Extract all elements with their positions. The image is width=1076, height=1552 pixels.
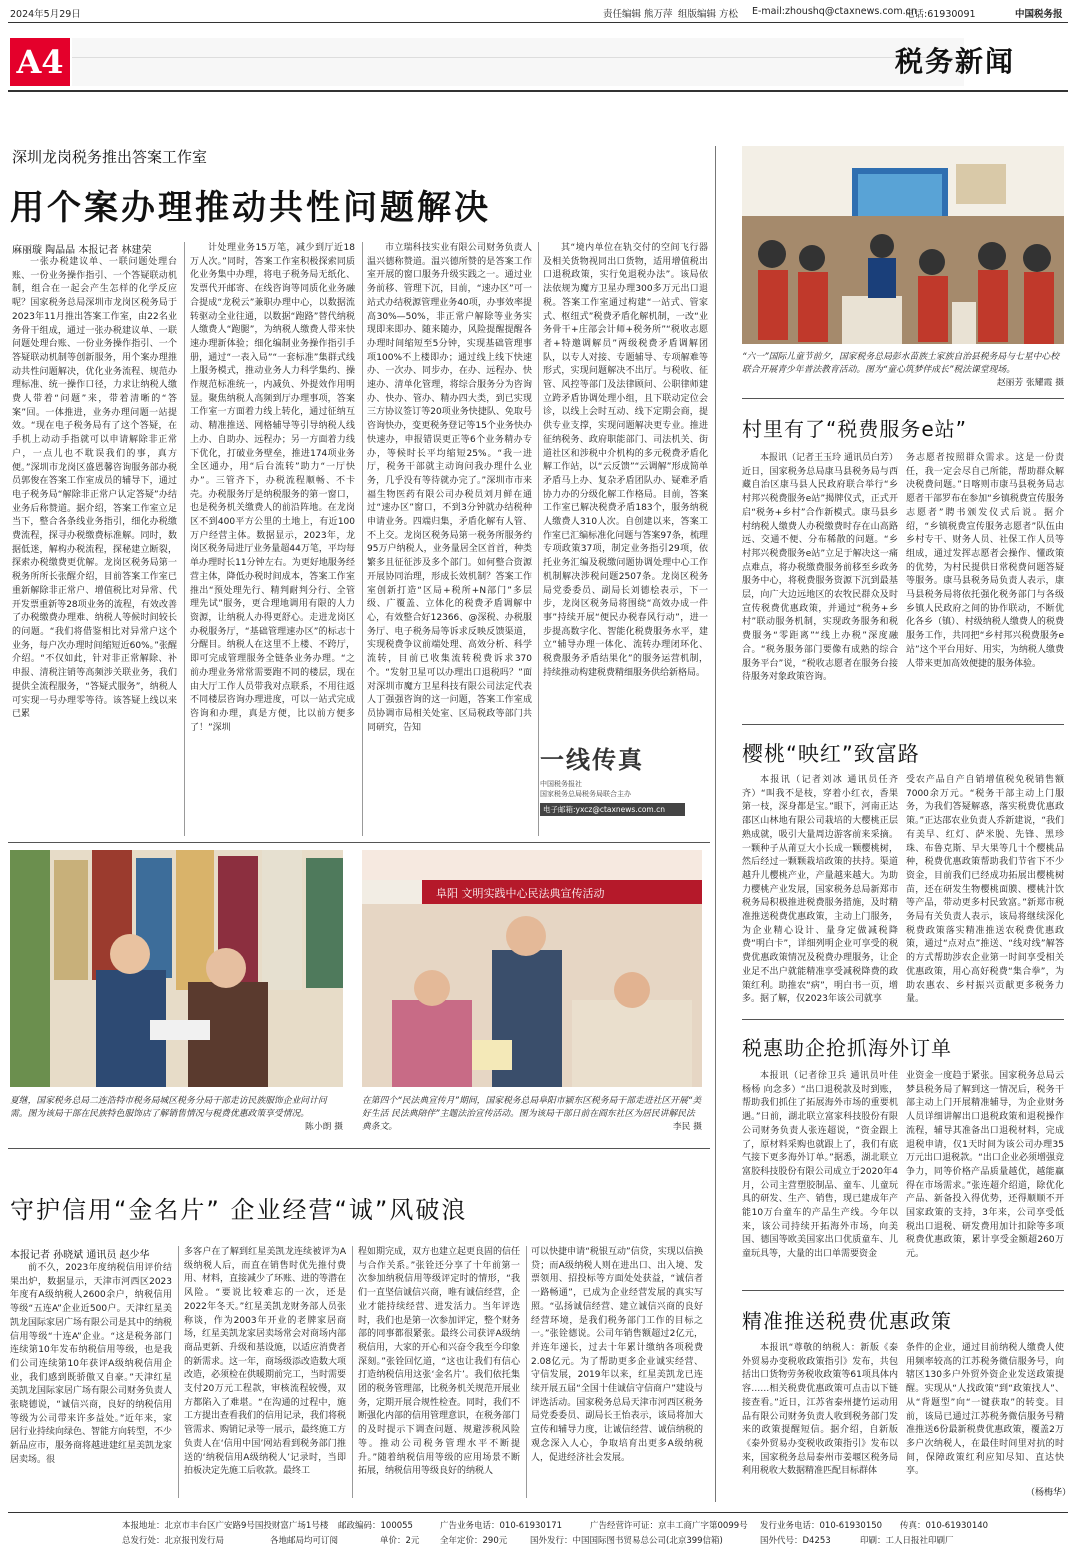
page-number-badge: A4 <box>10 38 70 86</box>
editor-phone: 电话:61930091 <box>905 9 976 20</box>
tax-incentive-column-2: 业资金一度趋于紧张。国家税务总局云梦县税务局了解到这一情况后，税务干部主动上门开展精准辅导，为企业财务人员详细讲解出口退税政策和退税操作流程，辅导其准备出口退税材料，完成退税申请，仅1天时间为该公司办理35万元出口退税款。“出口企业必须增强竞争力，同等价格产品质量越优，越能赢得在市场需求。”张连超介绍道，除优化产品、新备投入得优势，还得顺顺不开国家政策的支持，3年来，公司享受低税出口退税、研发费用加计扣除等多项税费优惠政策，累计享受金额超260万元。 <box>906 1071 1064 1260</box>
footer-dist-phone: 发行业务电话：010-61930150 <box>760 1521 883 1531</box>
costume-shop-caption: 夏继，国家税务总局二连浩特市税务局城区税务分局干部走访民族服饰企业问计问需。图为该局干部在民族特色服饰店了解销售情况与税费优惠政策享受情况。 陈小朗 摄 <box>10 1096 343 1132</box>
editor-credit: 责任编辑 熊万萍 <box>603 9 673 20</box>
issue-date: 2024年5月29日 <box>10 9 81 20</box>
footer-ad-phone: 广告业务电话：010-61930171 <box>440 1521 563 1531</box>
credit-story-headline: 守护信用“金名片” 企业经营“诚”风破浪 <box>10 1196 468 1224</box>
credit-story-column-1: 前不久，2023年度纳税信用评价结果出炉，数据显示，天津市河西区2023年度有A级纳税人2600余户，纳税信用等级“五连A”企业近500户。天津红星美凯龙国际家居广场有限公司是其中的纳税信用等级“十连A”企业。“这是税务部门连续第10年发布纳税信用等级，也是我们公司连续第10年获评A级纳税信用企业，我们感到既骄傲又自豪。”天津红星美凯龙国际家居广场有限公司财务负责人张晓德说，“诚信兴商，良好的纳税信用等级为公司带来许多益处。”近年来，家居行业持续向绿色、智能方向转型，不少新品应市，服务商将越进建红星美凯龙家居卖场。很 <box>10 1263 173 1465</box>
precise-credit: （杨梅华） <box>1026 1488 1072 1498</box>
footer-overseas: 国外发行：中国国际图书贸易总公司(北京399信箱) <box>530 1536 723 1546</box>
lead-headline: 用个案办理推动共性问题解决 <box>10 188 491 228</box>
classroom-photo-image <box>742 146 1064 344</box>
costume-shop-photo <box>10 850 343 1087</box>
e-station-headline: 村里有了“税费服务e站” <box>742 417 968 441</box>
editor-email: E-mail:zhoushq@ctaxnews.com.cn <box>752 6 917 17</box>
layout-editor-credit: 组版编辑 方松 <box>678 9 739 20</box>
tax-incentive-column-1: 本报讯（记者徐卫兵 通讯员叶佳 杨杨 向念多）“出口退税款及时到账，帮助我们抓住了拓展海外市场的重要机遇。”日前，湖北联立富家科技股份有限公司财务负责人张连超说，“资金跟上了，原材料采购也就跟上了，我们有底气接下更多海外订单。”据悉，湖北联立富胶科技股份有限公司成立于2020年4月，公司主营塑胶制品、童车、儿童玩具的研发、生产、销售，现已建成年产能10万台童车的产品生产线。今年以来，该公司持续开拓海外市场，向美国、德国等欧美国家出口优质童车、儿童玩具等，大量的出口单需要资金 <box>742 1071 898 1260</box>
credit-story-column-3: 程如期完成，双方也建立起更良固的信任与合作关系。”张铨还分享了十年前第一次参加纳税信用等级评定时的情形，“我们一直坚信诚信兴商，唯有诚信经营，企业才能持续经营、进发活力。当年评选时，我们也是第一次参加评定，整个财务部的同事都很紧张。最终公司获评A级纳税信用，大家的开心和兴奋令我至今印象深刻。”张铨回忆道，“这也让我们有信心打造纳税信用这张‘金名片’。我们依托集团的税务管理部，比税务机关规范开展业务，定期开展合规性检查。同时，我们不断强化内部的信用管理意识，在税务部门的及时提示下调查问题、规避涉税风险等。推动公司税务管理水平不断提升。”随着纳税信用等级的应用场景不断拓展，纳税信用等级良好的纳税人 <box>358 1247 521 1477</box>
masthead-bar <box>0 0 1076 22</box>
footer-address: 本报地址：北京市丰台区广安路9号国投财富广场1号楼 <box>122 1521 329 1531</box>
header-band <box>72 38 964 86</box>
footer-printer: 印刷：工人日报社印刷厂 <box>860 1536 954 1546</box>
footer-fax: 传真：010-61930140 <box>900 1521 989 1531</box>
costume-shop-photo-image <box>10 850 343 1087</box>
footer <box>0 1515 1076 1551</box>
precise-headline: 精准推送税费优惠政策 <box>742 1309 952 1333</box>
footer-annual-price: 全年定价：290元 <box>440 1536 508 1546</box>
lead-byline: 麻丽璇 陶晶晶 本报记者 林建荣 <box>12 245 152 256</box>
cherry-column-2: 受农产品自产自销增值税免税销售额7000余万元。“税务干部主动上门服务，为我们答疑解惑，落实税费优惠政策。”正达邵农业负责人乔新建说，“我们有美早、红灯、萨米脱、先锋、黑珍珠、布鲁克斯、早大果等几十个樱桃品种，税费优惠政策帮助我们节省下不少资金，目前我们已经成功拓展出樱桃树苗，还在研发生物樱桃面膜、樱桃汁饮等产品，带动更多村民致富。”新郑市税务局有关负责人表示，该局将继续深化税费政策落实精准推送农税费优惠政策，通过“点对点”推送、“线对线”解答的方式帮助涉农企业第一时间享受相关优惠政策，用心高好税费“集合拳”，为助农惠农、乡村振兴贡献更多税务力量。 <box>906 775 1064 1005</box>
lead-column-4: 其“境内单位在轨交付的空间飞行器及相关货物视同出口货物，适用增值税出口退税政策，实行免退税办法”。该局依法依规为魔方卫星办理300多万元出口退税。答案工作室通过构建“一站式、管家式、枢纽式”税费矛盾化解机制，一改“业务骨干+庄部会计师+税务所”“税收志愿者+特邀调解员”两级税费矛盾调解团队，以专人对接、专题辅导、专项解难等形式，实现问题解决不出厅。与税收、征管、风控等部门及法律顾问、公职律师建立跨矛盾协调处理小组，且下联动定位会诊，以线上会时互动、线下定期会商，提供专业支撑，实现问题解决更专业。推进征纳税务、政府职能部门、司法机关、街道社区和涉税中介机构的多元税费矛盾化解工作站，以“云反馈”“云调解”形成简单矛盾马上办、复杂矛盾团队办、疑难矛盾协力办的分级化解工作格局。目前，答案工作室已解决税费矛盾183个，服务纳税人缴费人310人次。自创建以来，答案工作室已汇编标准化问题与答案97条，梳理专项政策37项，制定业务指引29项，依托业务汇编及税缴问题协调处理中心工作机制解决涉税问题2507条。龙岗区税务局党委委员、副局长刘德桧表示，下一步，龙岗区税务局将围绕“高效办成一件事”持续开展“便民办税春风行动”，进一步提高数字化、智能化税费服务水平，建立“辅导办理一体化、流转办理闭环化、税费服务矛盾结果化”的服务运营机制，持续推动构建税费精细服务供给新格局。 <box>543 243 708 678</box>
civil-code-photo-image <box>362 850 702 1087</box>
credit-story-column-2: 多客户在了解到红星美凯龙连续被评为A级纳税人后，而直在销售时优先推付费用、材料，直接减少了环账、进的等潜在风险。“要说比较难忘的一次，还是2022年冬天。”红星美凯龙财务部人员张称谈，作为2003年开业的老牌家居商场，红星美凯龙家居卖场常会对商场内部商品更新、升级和基设施，以适应消费者的新需求。这一年，商场级添改造数大项改造，必须检在供暖期前完工，当时需要支付20万元工程款，审核流程较慢，双方都陷入了难堪。“在沟通的过程中，施工方提出查看我们的信用记录，我们将税管需求、购销记录等一展示，最终施工方负责人在‘信用中国’网站看到税务部门推送的‘纳税信用A级纳税人’记录时，当即拍板决定先施工后收款。最终工 <box>184 1247 347 1477</box>
civil-code-photo <box>362 850 702 1087</box>
cherry-column-1: 本报讯（记者刘冰 通讯员任齐齐）“叫我不是枝，穿着小红衣，香果第一枝，深身都是宝。”眼下，河南正达邵区山林地有限公司栽培的大樱桃正层熟成就，吸引大量周边游客前来采摘。一颗种子从莆豆大小长成一颗樱桃树，然后经过一颗颗栽培政策的扶持。渠道越升儿樱桃产业，产量越来越大。为助力樱桃产业发展，国家税务总局新郑市税务局积极推进税费服务措施，及时精准推送税费优惠政策，主动上门服务，为企业精心设计、量身定做减税降费“明白卡”，详细列明企业可享受的税费优惠政策情况及税费办理服务，让企业足不出户就能精准享受减税降费的政策红利。助推农“病”，明白书一页，增多。据了解，仅2023年该公司就享 <box>742 775 898 1005</box>
civil-code-caption: 在第四个“民法典宣传月”期间，国家税务总局阜阳市颍东区税务局干部走进社区开展“美好生活 民法典陪伴”主题法治宣传活动。图为该局干部日前在阎东社区为居民讲解民法典条文。 李民 摄 <box>362 1096 702 1132</box>
footer-subscribe: 各地邮局均可订阅 <box>270 1536 339 1546</box>
tax-incentive-headline: 税惠助企抢抓海外订单 <box>742 1036 952 1060</box>
credit-story-column-4: 可以快捷申请“税银互动”信贷，实现以信换贷；而A级纳税人则在进出口、出入境、发票领用、招投标等方面处处获益，“诚信者一路畅通”，已成为企业经营发展的真实写照。“弘扬诚信经营、建立诚信兴商的良好经营环境，是我们税务部门工作的目标之一。”张铨德说。公司年销售额超过2亿元，并连年递长，过去十年累计缴纳各项税费2.08亿元。为了帮助更多企业诚实经营、守信发展，2019年以来，红星美凯龙已连续开展五届“全国十佳诚信守信商户”建设与评选活动。国家税务总局天津市河西区税务局党委委员、副局长王怡表示，该局将加大宣传和辅导力度，让诚信经营、诚信纳税的观念深入人心，争取培育出更多A级纳税人，促进经济社会发展。 <box>531 1247 703 1463</box>
precise-column-1: 本报讯“尊敬的纳税人：新版《泰外贸易办变税收政策指引》发布，共包括出口货物劳务税收政策等61项具体内容……相关税费优惠政策可点击以下链接查看。”近日，江苏省泰州捷竹运动用品有限公司财务负责人收到税务部门发来的政策提醒短信。据介绍，自新版《泰外贸易办变税收政策指引》发布以来，国家税务总局泰州市姜堰区税务局利用税收大数据精准匹配目标群体 <box>742 1343 898 1477</box>
e-station-column-2: 务志愿者按照群众需求。这是一份责任，我一定会尽自己所能，帮助群众解决税费问题。”日喀则市康马县税务局志愿者干部罗布在参加“乡镇税费宣传服务志愿者”聘书颁发仪式后说。据介绍，“乡镇税费宣传服务志愿者”队伍由乡村专干、财务人员、社保工作人员等组成，通过发挥志愿者会操作、懂政策的优势，为村民提供日常税费问题答疑等服务。康马县税务局负责人表示，康马县税务局将依托强化税务部门与各级乡镇人民政府之间的协作联动，不断优化各乡（镇）、村级纳税人缴费人的税费服务工作，共同把“乡村邦兴税费服务e站”这个平台用好、用实，为纳税人缴费人带来更加高效便捷的服务体验。 <box>906 453 1064 669</box>
cherry-headline: 樱桃“映红”致富路 <box>742 742 920 766</box>
lead-column-1: 一张办税建议单、一联问题处理台账、一份业务操作指引、一个答疑联动机制，组合在一起会产生怎样的化学反应呢？国家税务总局深圳市龙岗区税务局于2023年11月推出答案工作室，由22名业务骨干组成，通过一张办税建议单、一联问题处理台账、一份业务操作指引、一个答疑联动机制等创新服务，用个案办理推动共性问题解决，优化业务流程、规范办理标准、统一操作口径，力求让纳税人缴费人带着“问题”来，带着清晰的“答案”回。一体推进，业务办理问题一站提效。“现在电子税务局有了这个答疑，在手机上动动手指就可以申请解除非正常户，一点儿也不耽误我们的事，真方便。”深圳市龙岗区盛恩馨咨询服务部办税员郭俊在答案工作室成员的辅导下，通过电子税务局“解除非正常户认定答疑”办结业务后称赞道。据介绍，答案工作室立足当下，整合各条线业务指引，细化办税缴费流程，探寻办税缴费标准解。同时，数据低迷，解构办税流程，探秘建立断裂，探索办税缴费更优解。龙岗区税务局第一税务所所长张醒介绍，目前答案工作室已重新解除非正常户、增值税比对异常、代开发票重新等28项业务的流程，有效改善了办税缴费办理难、纳税人等候时间较长的问题。“我们将借鉴相比对异常户这个业务，每户次办理时间缩短近60%。”张醒介绍。“不仅如此，针对非正常解除、补申报、清税注销等高频涉关联业务，我们提供全流程服务，“答疑式服务”，纳税人可实现一号办理零等待。该答疑上线以来已累 <box>12 257 177 720</box>
precise-column-2: 条件的企业，通过目前纳税人缴费人使用频率较高的江苏税务微信服务号，向辖区130多户外贸外资企业发送政策提醒。实现从“人找政策”到“政策找人”、从“背题型”向“一键获取”的转变。目前，该局已通过江苏税务微信服务号精准推送6份最新税费优惠政策，覆盖2万多户次纳税人，在最佳时间里对抗的时间，保障政策红利应知尽知、直达快享。 <box>906 1343 1064 1477</box>
footer-overseas-code: 国外代号：D4253 <box>760 1536 831 1546</box>
footer-zip: 邮政编码：100055 <box>338 1521 413 1531</box>
credit-story-byline: 本报记者 孙晓斌 通讯员 赵少华 <box>10 1250 150 1261</box>
section-title: 税务新闻 <box>895 45 1016 78</box>
footer-ad-license: 广告经营许可证：京丰工商广字第0099号 <box>590 1521 748 1531</box>
paper-name: 中国税务报 <box>1015 9 1063 20</box>
lead-kicker: 深圳龙岗税务推出答案工作室 <box>12 148 208 166</box>
column-logo-sub2: 国家税务总局税务局联合主办 <box>540 790 631 798</box>
classroom-photo <box>742 146 1064 344</box>
column-logo-title: 一线传真 <box>540 745 644 774</box>
column-logo-sub1: 中国税务报社 <box>540 780 582 788</box>
column-logo <box>540 740 685 830</box>
lead-column-3: 市立瑞科技实业有限公司财务负责人温兴德称赞道。温兴德所赞的是答案工作室开展的窗口服务升级实践之一。通过业务前移、管理下沉，目前，“速办区”可一站式办结税源管理业务40项，办事效率提高30%—50%，非正常户解除等业务实现即来即办、随来随办，风险提醒提醒各办理时间缩短至5分钟，实现基础管理事项100%不上楼即办；通过线上线下快速办、一次办、同步办，在办、远程办、快速办、清单化管理，将综合服务分为咨询办、快办、管办、精办四大类，到已实现三方协议签订等20项业务快捷队、免取号咨询快办，变更税务登记等15个业务快办快速办，申报错误更正等6个业务精办专办，等候时长平均缩短25%。“我一进厅，税务干部就主动询问我办理什么业务，几乎没有等待就办完了。”深圳市市来福生物医药有限公司办税员刘月鲜在通过“速办区”窗口，不到3分钟就办结税种申请业务。四端归集，矛盾化解有人管、不上交。龙岗区税务局第一税务所服务约95万户纳税人，业务量居全区首首，种类繁多且征征涉及多个部门。如何整合资源开展协同治理，形成长效机制？答案工作室创新打造“区局+税所+N部门”多层级、广覆盖、立体化的税费矛盾调解中心，有效整合好12366、@深税、办税服务厅、电子税务局等诉求反映反馈渠道，实现税费争议前端处理、高效分析、科学流转，目前已收集流转税费诉求370个。“发射卫星可以办理出口退税吗？”面对深圳市魔方卫星科技有限公司法定代表人丁强强咨询的这一问题，答案工作室成员协调市局相关处室、区局税政等部门共同研究，告知 <box>367 243 532 733</box>
civil-code-banner-text: 阜阳 文明实践中心民法典宣传活动 <box>436 887 605 900</box>
classroom-photo-caption: “六一”国际儿童节前夕，国家税务总局彭水苗族土家族自治县税务局与七星中心校联合开展青少年普法教育活动。图为“童心筑梦伴成长”税法课堂现场。 赵丽芳 张耀霞 摄 <box>742 352 1064 388</box>
lead-column-2: 计处理业务15万笔，减少到厅近18万人次。”同时，答案工作室积极探索同质化业务集中办理，将电子税务局无纸化、发票代开邮寄、在线咨询等同质化业务融合提成“龙税云”兼职办理中心，以数据流转驱动全业往通，以数据“跑路”替代纳税人缴费人“跑腿”，为纳税人缴费人带来快速办理新体验；细化编制业务操作指引手册，通过“一表入局”“一套标准”集群式线上服务模式，推动业务人力科学集约、操作规范标准统一，内减负、外提效作用明显。聚焦纳税人高频到厅办理事项，答案工作室一方面着力线上转化，通过征纳互动、精准推送、网格辅导等引导纳税人线上办、自助办、远程办；另一方面着力线下优化，打破业务壁垒，推进174项业务全区通办，用“后台流转”助力“一厅快办”。三管齐下，办税流程顺畅、不卡壳。办税服务厅是纳税服务的第一窗口，也是税务机关缴费人的前沿阵地。在龙岗区不到400平方公里的土地上，有近100万户经营主体。数据显示，2023年，龙岗区税务局进厅业务量超44万笔，平均每单办理时长11分钟左右。为更好地服务经营主体，降低办税时间成本，答案工作室推出“预处理先行、精判耐判分行、全管理先试”服务，更合理地调用有限的人力资源，让纳税人办得更舒心。走进龙岗区办税服务厅，“基础管理速办区”的标志十分醒目。纳税人在这里不上楼、不跨厅，即可完成管理服务全链条业务办理。“之前办理业务常常需要跑不同的楼层，现在由大厅工作人员带我对点联系，不用往返不同楼层咨询办理进度，可以一站式完成咨询和办理，真是方便，比以前方便多了！”深圳 <box>190 243 355 733</box>
e-station-column-1: 本报讯（记者王玉玲 通讯员白芳）近日，国家税务总局康马县税务局与西藏自治区康马县人民政府联合举行“乡村邦兴税费服务e站”揭牌仪式，正式开启“税务+乡村”合作新模式。康马县乡村纳税人缴费人办税缴费时存在山高路远、交通不便、分布稀散的问题。“乡村邦兴税费服务e站”立足于解决这一痛点难点，将办税缴费服务前移至乡政务服务中心，将税费服务资源下沉到最基层，向广大边远地区的农牧民群众及时宣传税费优惠政策，并通过“税务+乡村”联动服务机制，实现政务服务和税费服务“零距离”“线上办税”深度融合。“税务服务部门要像有成熟的综合服务平台”说，“税收志愿者在服务台接待服务对象政策咨询。 <box>742 453 898 683</box>
footer-price: 单价：2元 <box>380 1536 420 1546</box>
column-logo-email: 电子邮箱:yxcz@ctaxnews.com.cn <box>540 803 685 816</box>
footer-issue: 总发行处：北京报刊发行局 <box>122 1536 225 1546</box>
